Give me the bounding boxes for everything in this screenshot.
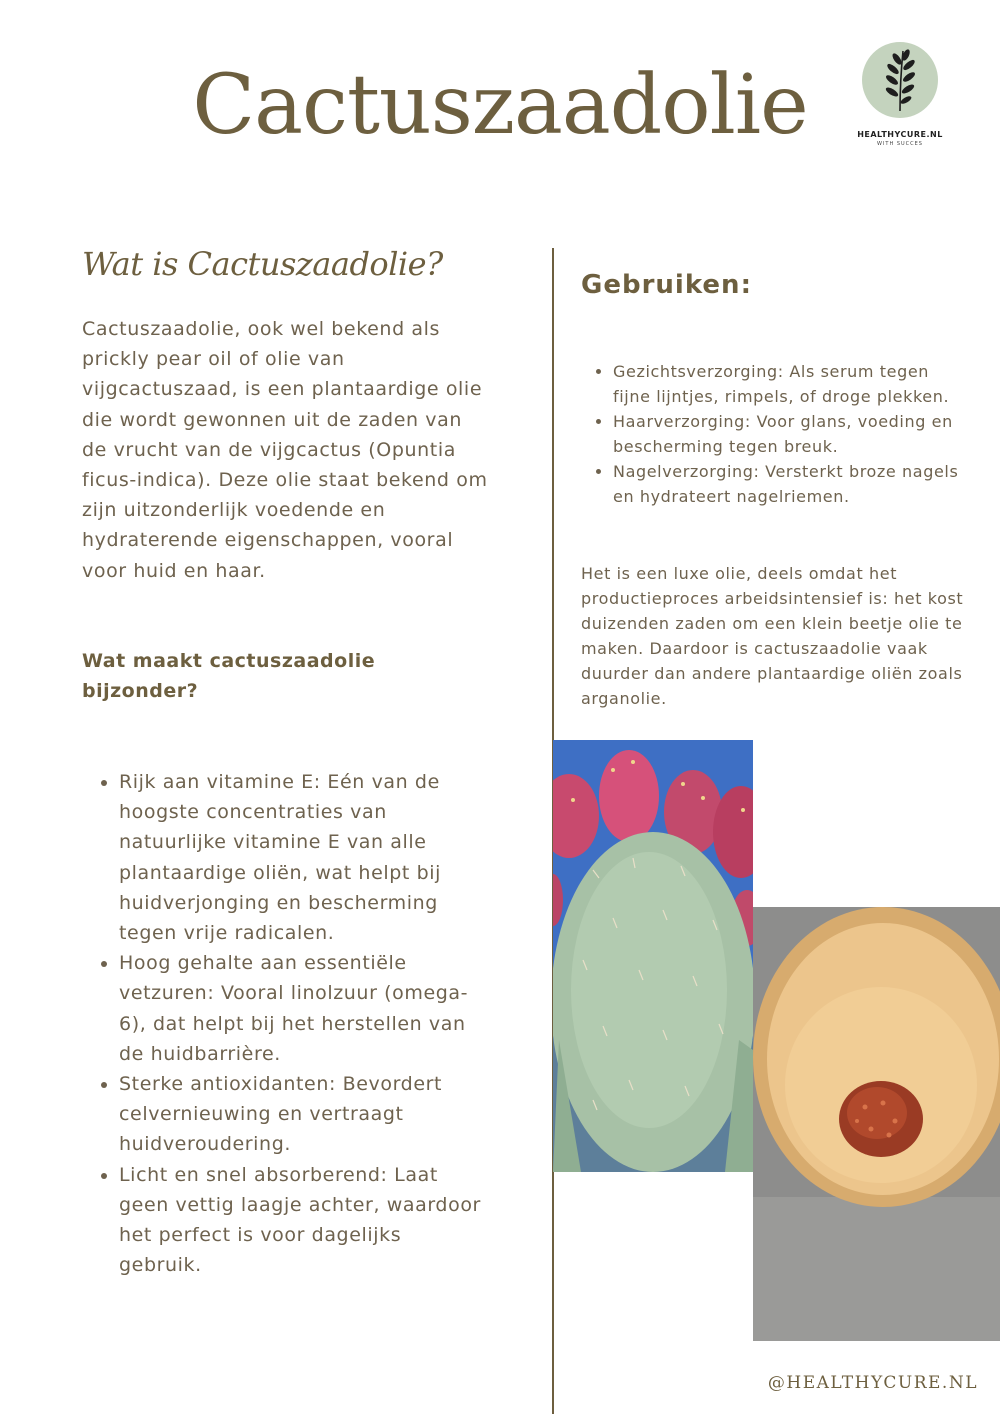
list-item: • Haarverzorging: Voor glans, voeding en bescherming tegen breuk.	[613, 409, 971, 459]
page-title: Cactuszaadolie	[192, 58, 808, 153]
intro-paragraph: Cactuszaadolie, ook wel bekend als prickly pear oil of olie van vijgcactuszaad, is een plantaardige olie die wordt gewonnen uit de zaden van de vrucht van de vijgcactus (Opuntia ficus-indica). Deze olie staat bekend om zijn uitzonderlijk voedende en hydraterende eigenschappen, vooral voor huid en haar.	[82, 318, 488, 582]
seeds-bowl-photo	[753, 907, 1000, 1341]
uses-list	[581, 359, 971, 509]
luxury-paragraph: Het is een luxe olie, deels omdat het productieproces arbeidsintensief is: het kost duizenden zaden om een klein beetje olie te maken. Daardoor is cactuszaadolie vaak duurder dan andere plantaardige oliën zoals arganolie.	[581, 564, 964, 708]
logo	[850, 42, 950, 147]
section-heading-what: Wat is Cactuszaadolie?	[82, 245, 443, 283]
section-heading-uses: Gebruiken:	[581, 270, 752, 300]
list-item: • Sterke antioxidanten: Bevordert celvernieuwing en vertraagt huidveroudering.	[119, 1069, 482, 1160]
list-item: • Licht en snel absorberend: Laat geen vettig laagje achter, waardoor het perfect is voor dagelijks gebruik.	[119, 1160, 482, 1281]
benefits-list	[82, 767, 482, 1280]
logo-name: HEALTHYCURE.NL	[857, 130, 943, 139]
list-item: • Hoog gehalte aan essentiële vetzuren: Vooral linolzuur (omega-6), dat helpt bij het herstellen van de huidbarrière.	[119, 948, 482, 1069]
list-item: • Gezichtsverzorging: Als serum tegen fijne lijntjes, rimpels, of droge plekken.	[613, 359, 971, 409]
social-handle[interactable]: @HEALTHYCURE.NL	[767, 1373, 978, 1393]
list-item: • Nagelverzorging: Versterkt broze nagels en hydrateert nagelriemen.	[613, 459, 971, 509]
logo-tagline: WITH SUCCES	[877, 141, 923, 147]
cactus-photo	[553, 740, 753, 1172]
list-item: • Rijk aan vitamine E: Eén van de hoogste concentraties van natuurlijke vitamine E van alle plantaardige oliën, wat helpt bij huidverjonging en bescherming tegen vrije radicalen.	[119, 767, 482, 948]
leaf-branch-icon	[862, 42, 938, 118]
section-heading-special: Wat maakt cactuszaadolie bijzonder?	[82, 650, 376, 702]
